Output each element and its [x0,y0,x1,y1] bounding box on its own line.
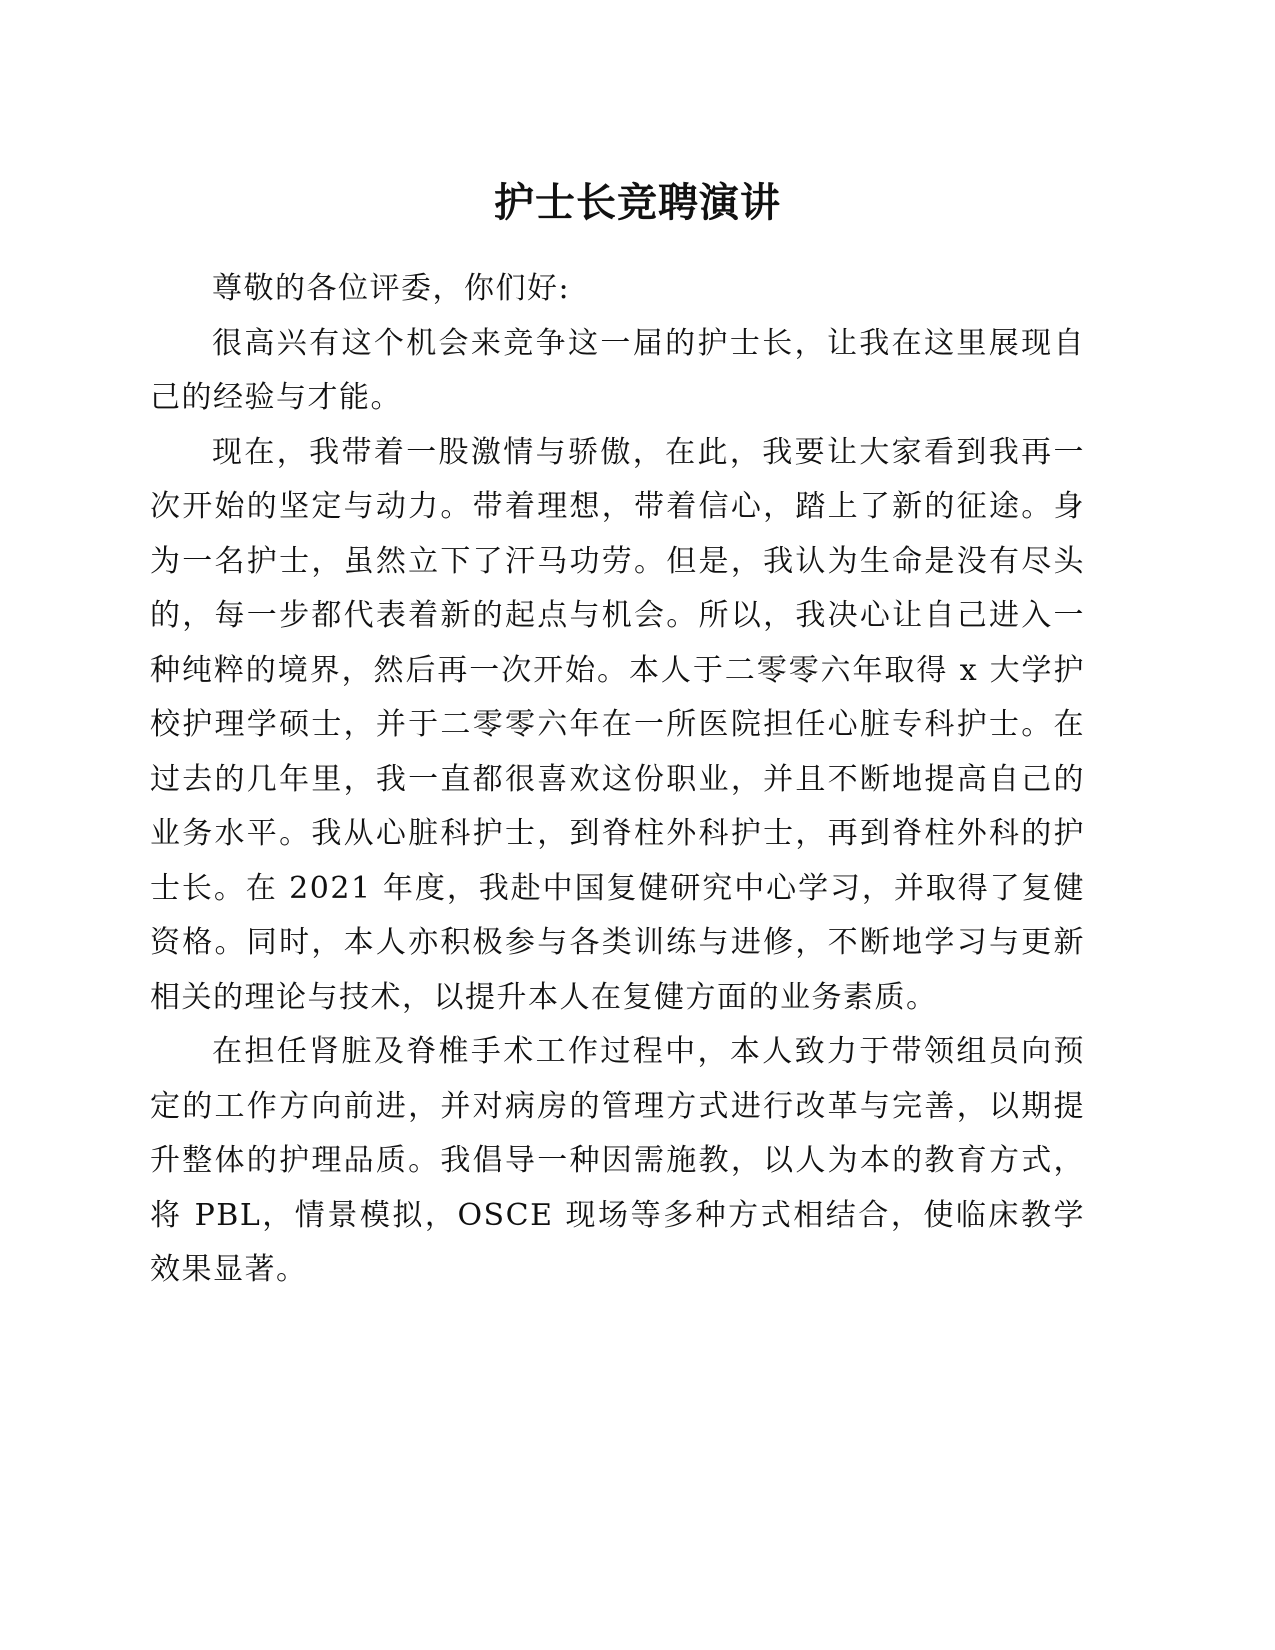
work-paragraph: 在担任肾脏及脊椎手术工作过程中，本人致力于带领组员向预定的工作方向前进，并对病房的管理方式进行改革与完善，以期提升整体的护理品质。我倡导一种因需施教，以人为本的教育方式，将 PBL，情景模拟，OSCE 现场等多种方式相结合，使临床教学效果显著。 [150,1034,1085,1287]
experience-paragraph: 现在，我带着一股激情与骄傲，在此，我要让大家看到我再一次开始的坚定与动力。带着理想，带着信心，踏上了新的征途。身为一名护士，虽然立下了汗马功劳。但是，我认为生命是没有尽头的，每一步都代表着新的起点与机会。所以，我决心让自己进入一种纯粹的境界，然后再一次开始。本人于二零零六年取得 x 大学护校护理学硕士，并于二零零六年在一所医院担任心脏专科护士。在过去的几年里，我一直都很喜欢这份职业，并且不断地提高自己的业务水平。我从心脏科护士，到脊柱外科护士，再到脊柱外科的护士长。在 2021 年度，我赴中国复健研究中心学习，并取得了复健资格。同时，本人亦积极参与各类训练与进修，不断地学习与更新相关的理论与技术，以提升本人在复健方面的业务素质。 [150,434,1085,1015]
greeting-paragraph: 尊敬的各位评委，你们好: [212,271,571,306]
intro-paragraph: 很高兴有这个机会来竞争这一届的护士长，让我在这里展现自己的经验与才能。 [150,325,1085,415]
document-body [150,262,1085,1298]
page-title: 护士长竞聘演讲 [494,179,781,226]
